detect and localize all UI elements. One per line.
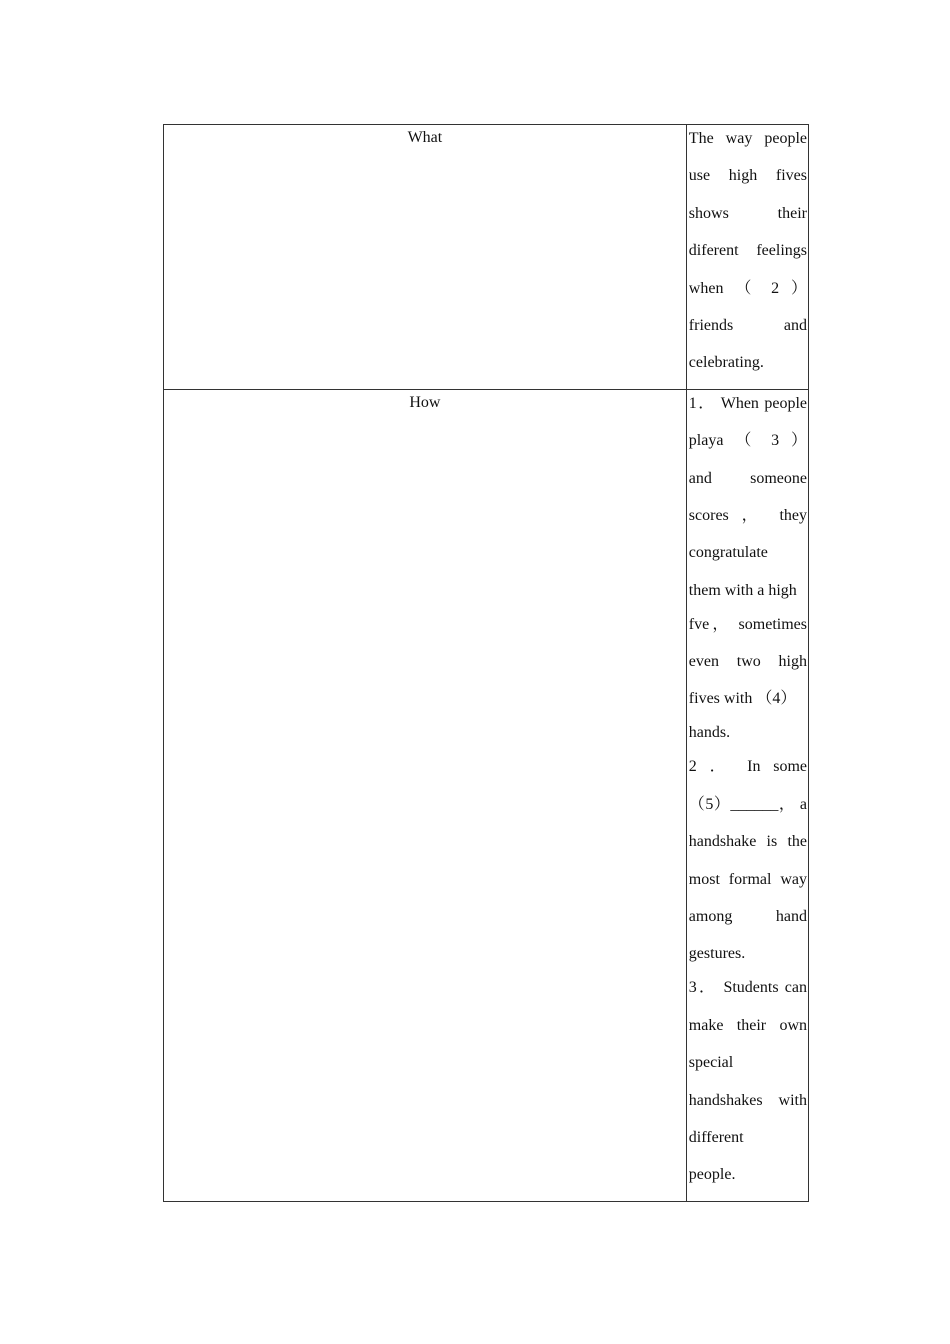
text-line: congratulate	[688, 544, 768, 562]
text-line: fve， sometimes	[688, 615, 807, 633]
text-line: special	[688, 1054, 734, 1072]
row-text-how	[686, 389, 808, 1201]
text-line: 2 ． In some	[688, 758, 807, 776]
text-line: （5）______， a	[688, 795, 807, 813]
text-line: handshakes with	[688, 1091, 807, 1109]
text-line: hands.	[688, 724, 731, 742]
row-label-what: What	[164, 125, 687, 390]
row-label-how: How	[164, 389, 687, 1201]
text-line: playa （ 3 ）	[688, 432, 807, 450]
text-line: friends and	[688, 316, 807, 334]
text-line: when （ 2 ）	[688, 279, 807, 297]
text-line: different	[688, 1128, 744, 1146]
text-line: among hand	[688, 908, 807, 926]
text-line: make their own	[688, 1016, 807, 1034]
row-text-what	[686, 125, 808, 390]
text-line: 3． Students can	[688, 979, 807, 997]
text-line: 1． When people	[688, 394, 807, 412]
text-line: shows their	[688, 204, 807, 222]
table-row-how	[164, 389, 809, 1201]
text-line: The way people	[688, 130, 807, 147]
content-table	[163, 124, 809, 1202]
text-line: even two high	[688, 653, 807, 671]
text-line: scores ， they	[688, 506, 807, 524]
text-line: handshake is the	[688, 833, 807, 851]
text-line: gestures.	[688, 945, 746, 963]
text-line: celebrating.	[688, 354, 764, 372]
text-line: them with a high	[688, 581, 797, 599]
table-row-what	[164, 125, 809, 390]
text-line: fives with （4）	[688, 690, 797, 708]
text-line: diferent feelings	[688, 242, 807, 260]
text-line: people.	[688, 1166, 736, 1184]
text-line: and someone	[688, 469, 807, 487]
text-line: most formal way	[688, 870, 807, 888]
text-line: use high fives	[688, 167, 807, 185]
